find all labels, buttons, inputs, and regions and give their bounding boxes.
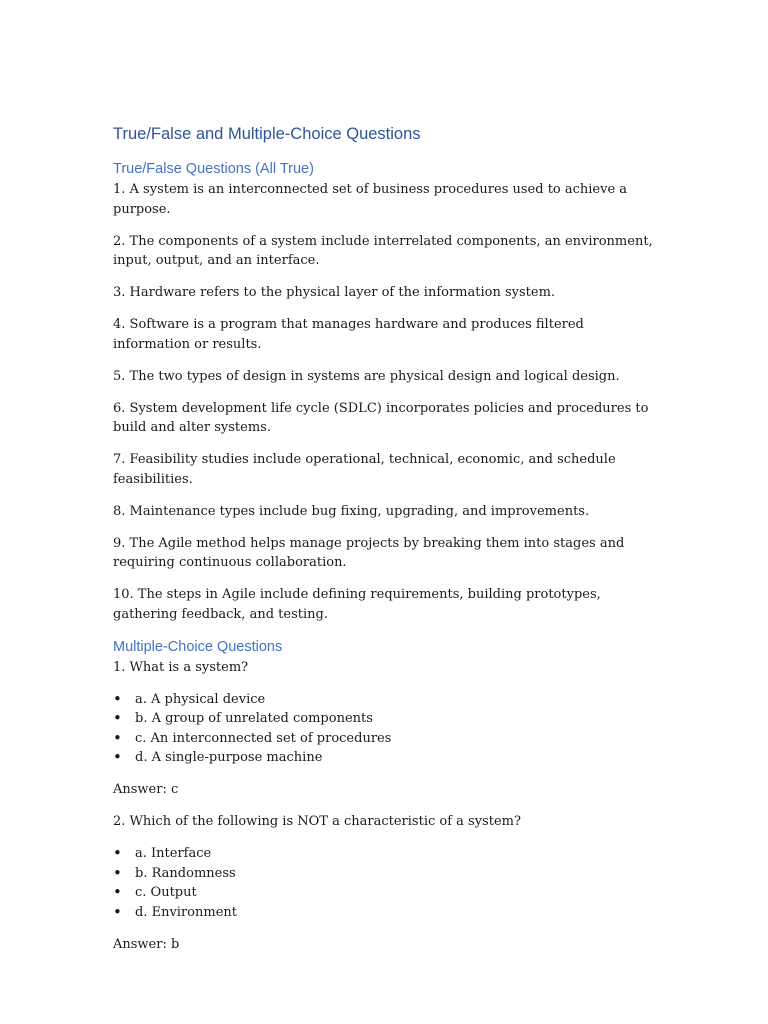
tf-question-list <box>113 180 658 624</box>
mc-question: 2. Which of the following is NOT a characteristic of a system? <box>113 814 521 829</box>
tf-question: 10. The steps in Agile include defining requirements, building prototypes, gathering feedback, and testing. <box>113 587 601 622</box>
mc-option-text: c. An interconnected set of procedures <box>135 730 392 746</box>
mc-answer: Answer: c <box>113 782 179 797</box>
mc-option <box>113 709 658 729</box>
bullet-icon: • <box>113 709 122 727</box>
tf-question: 5. The two types of design in systems are physical design and logical design. <box>113 368 620 384</box>
mc-option-text: a. Interface <box>135 846 212 861</box>
tf-question: 7. Feasibility studies include operational, technical, economic, and schedule feasibilities. <box>113 452 616 487</box>
mc-section-heading: Multiple-Choice Questions <box>113 638 283 655</box>
tf-question: 1. A system is an interconnected set of business procedures used to achieve a purpose. <box>113 182 628 217</box>
bullet-icon: • <box>113 689 122 708</box>
mc-answer: Answer: b <box>113 936 180 952</box>
mc-option <box>113 690 658 710</box>
mc-option <box>113 883 658 903</box>
tf-question: 3. Hardware refers to the physical layer of the information system. <box>113 285 556 300</box>
mc-option-text: d. Environment <box>135 904 237 920</box>
tf-section-heading: True/False Questions (All True) <box>113 161 314 177</box>
mc-option <box>113 748 658 768</box>
bullet-icon: • <box>113 863 122 882</box>
mc-option-text: b. Randomness <box>135 865 236 881</box>
tf-question: 2. The components of a system include interrelated components, an environment, input, output, and an interface. <box>113 233 653 268</box>
bullet-icon: • <box>113 883 122 901</box>
bullet-icon: • <box>113 902 122 921</box>
mc-option-text: a. A physical device <box>135 691 266 707</box>
document-title: True/False and Multiple-Choice Questions <box>113 125 421 143</box>
mc-option-text: b. A group of unrelated components <box>135 711 373 726</box>
bullet-icon: • <box>113 748 122 766</box>
mc-option-list <box>113 844 658 922</box>
mc-question: 1. What is a system? <box>113 659 249 675</box>
tf-question: 9. The Agile method helps manage projects by breaking them into stages and requiring continuous collaboration. <box>113 535 625 570</box>
tf-question: 4. Software is a program that manages hardware and produces filtered information or results. <box>113 317 584 352</box>
mc-option <box>113 729 658 749</box>
bullet-icon: • <box>113 844 122 862</box>
tf-question: 6. System development life cycle (SDLC) incorporates policies and procedures to build and alter systems. <box>113 400 649 435</box>
mc-option <box>113 864 658 884</box>
mc-option <box>113 903 658 923</box>
mc-option-list <box>113 690 658 768</box>
mc-question-block <box>113 812 658 954</box>
mc-option <box>113 844 658 864</box>
tf-question: 8. Maintenance types include bug fixing, upgrading, and improvements. <box>113 503 590 519</box>
mc-option-text: d. A single-purpose machine <box>135 750 323 765</box>
document-page <box>113 123 658 967</box>
mc-option-text: c. Output <box>135 885 197 900</box>
bullet-icon: • <box>113 728 122 747</box>
mc-question-block <box>113 658 658 800</box>
